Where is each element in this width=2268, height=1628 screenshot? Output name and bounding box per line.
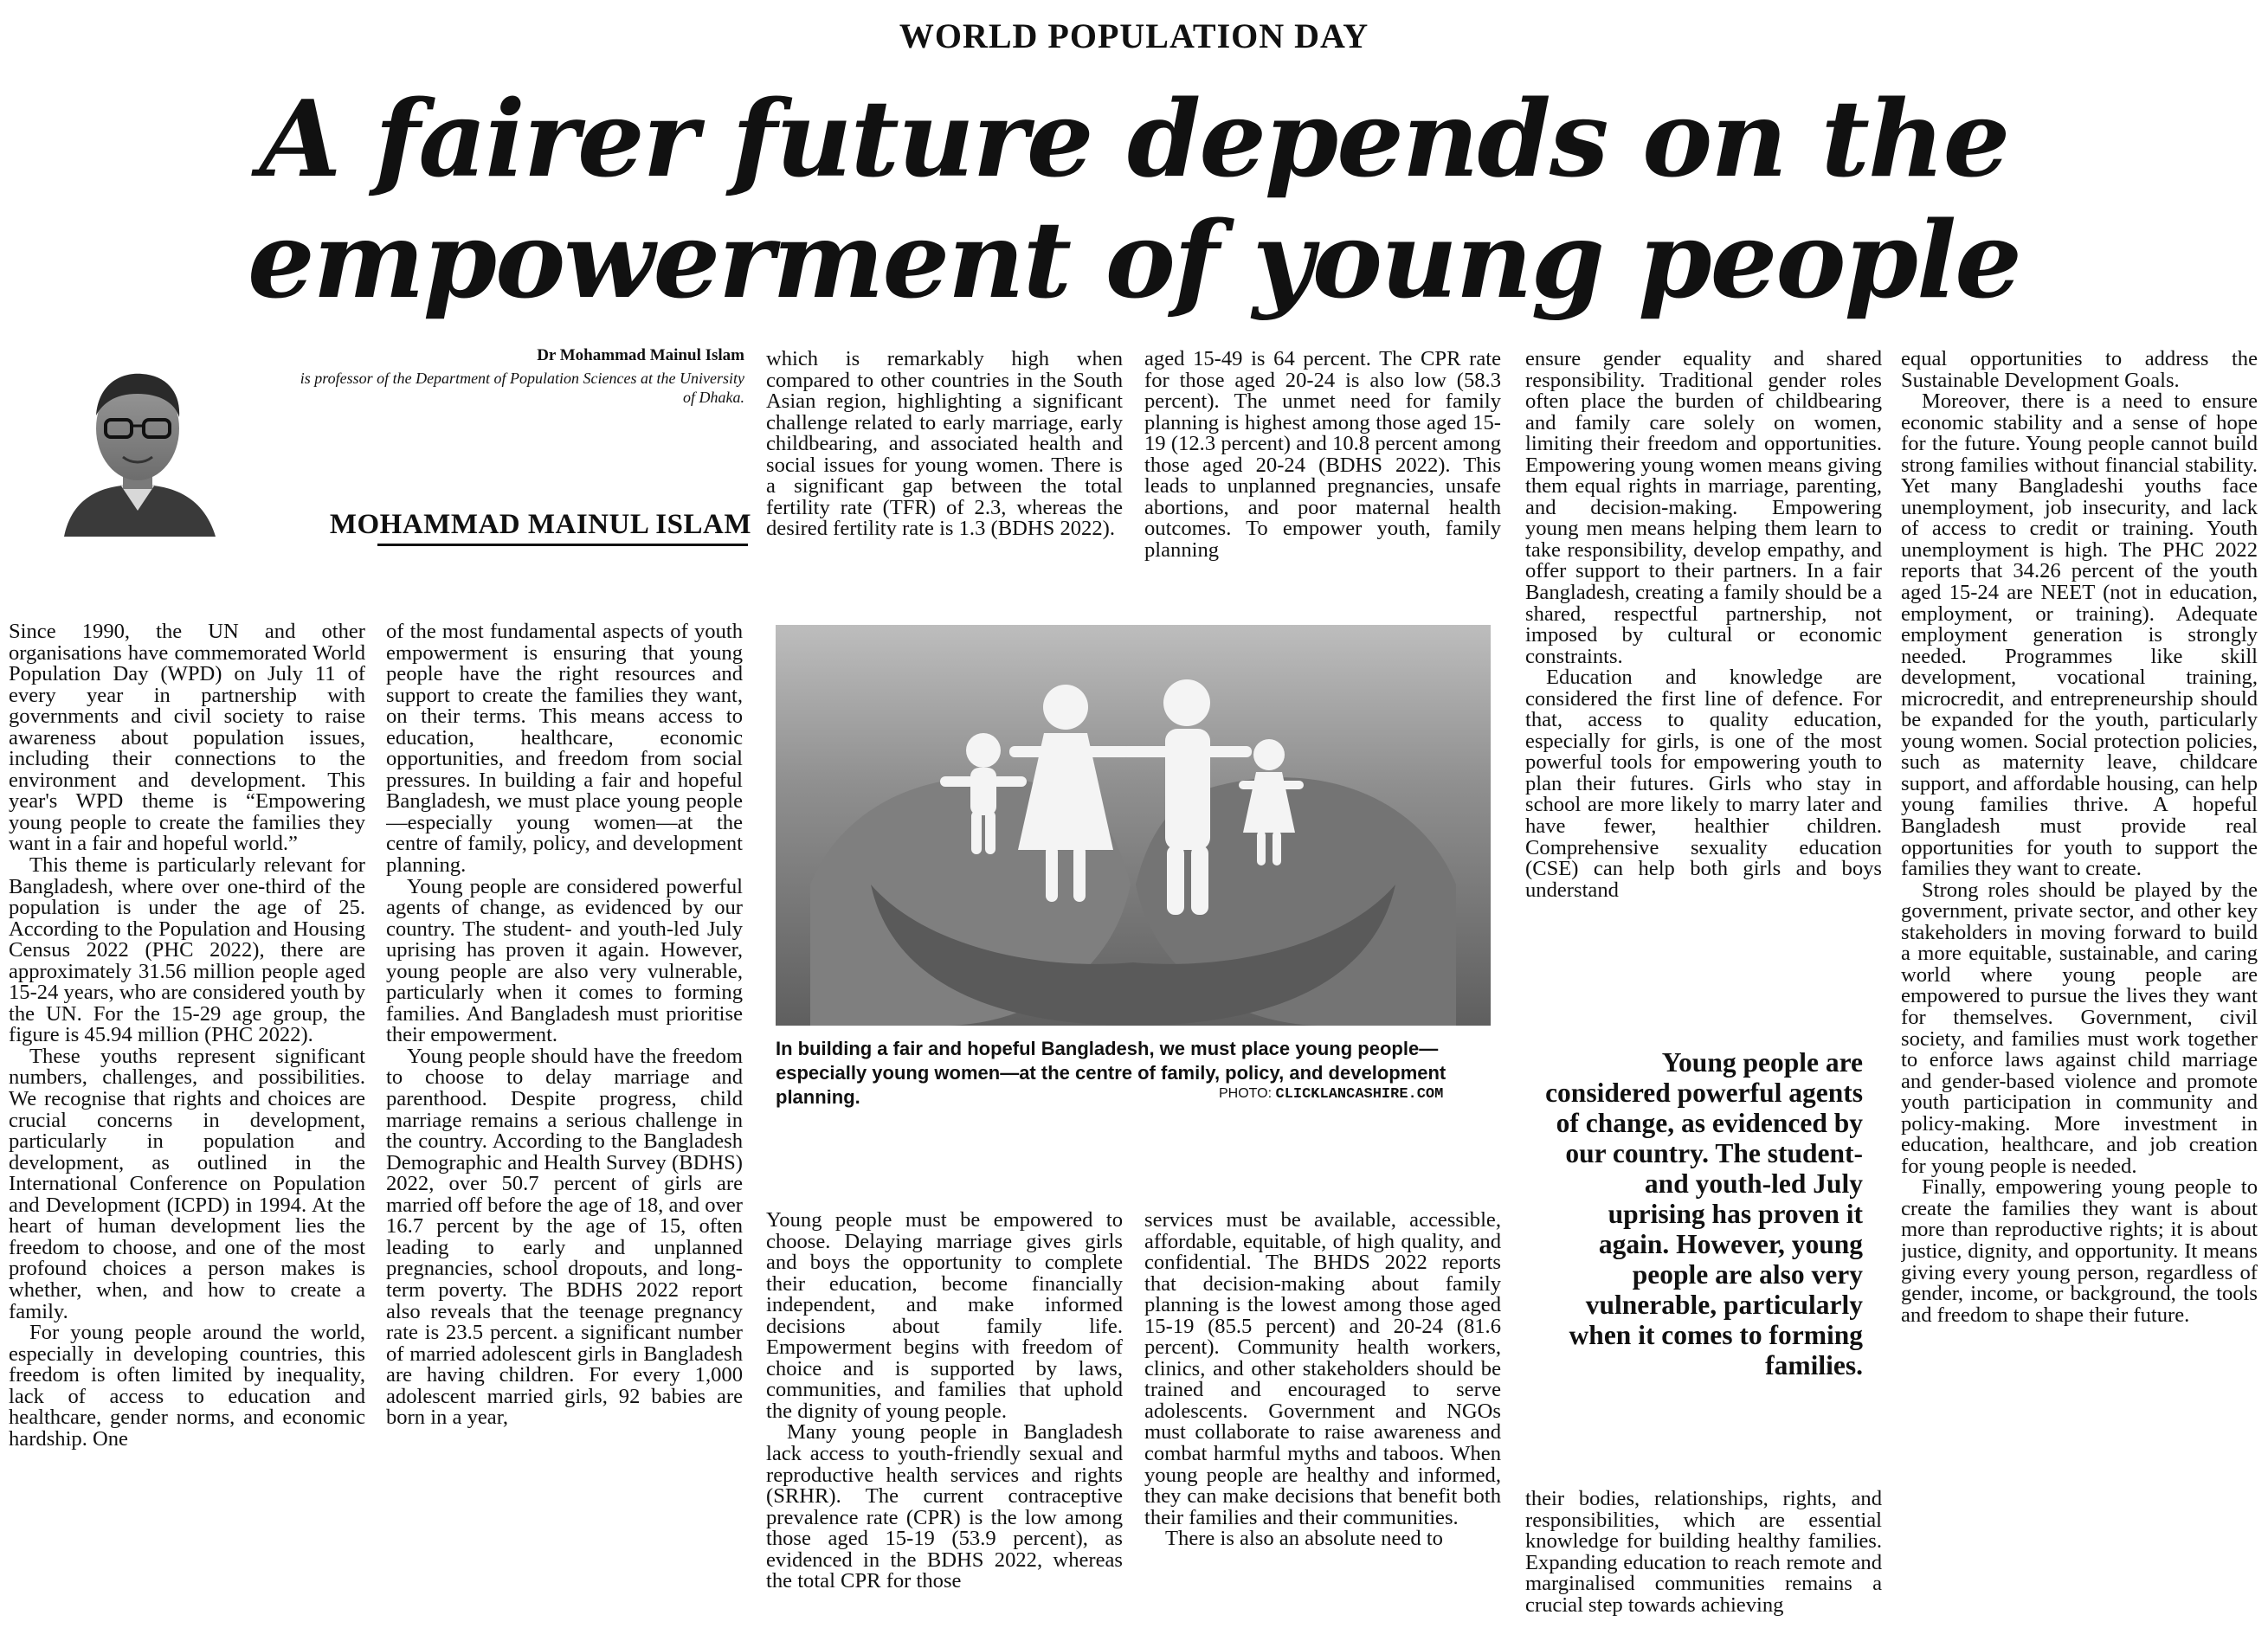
- paragraph: There is also an absolute need to: [1165, 1527, 1443, 1551]
- paragraph: For young people around the world, especially in developing countries, this freedom is often limited by inequality, lack of access to education and healthcare, gender norms, and economic hardship. One: [9, 1321, 365, 1451]
- headline-line-1: A fairer future depends on the: [259, 76, 2009, 201]
- byline: MOHAMMAD MAINUL ISLAM: [329, 509, 751, 540]
- paragraph: Moreover, there is a need to ensure economic stability and a sense of hope for the future. Young people cannot build strong families without financial stability. Yet many Bangladeshi youths face unemployment, job insecurity, and lack of access to credit or training. Youth unemployment is high. The PHC 2022 reports that 34.26 percent of the youth aged 15-24 are NEET (not in education, employment, or training). Adequate employment generation is strongly needed. Programmes like skill development, vocational training, microcredit, and entrepreneurship should be expanded for the youth, particularly young women. Social protection policies, such as maternity leave, childcare support, and affordable housing, can help young families thrive. A hopeful Bangladesh must provide real opportunities for youth to support the families they want to create.: [1901, 389, 2258, 881]
- paragraph: Since 1990, the UN and other organisations have commemorated World Population Day (WPD) on July 11 of every year in partnership with governments and civil society to raise awareness about population issues, including their connections to the environment and development. This year's WPD theme is “Empowering young people to create the families they want in a fair and hopeful world.”: [9, 621, 365, 856]
- column-2: [386, 621, 743, 1625]
- section-kicker: WORLD POPULATION DAY: [899, 16, 1369, 55]
- hands-family-photo: [776, 625, 1491, 1026]
- paragraph: Young people should have the freedom to choose to delay marriage and parenthood. Despite progress, child marriage remains a serious challenge in the country. According to the Bangladesh Demographic and Health Survey (BDHS) 2022, over 50.7 percent of girls are married off before the age of 18, and over 16.7 percent by the age of 15, often leading to early and unplanned pregnancies, school dropouts, and long-term poverty. The BDHS 2022 report also reveals that the teenage pregnancy rate is 23.5 percent. a significant number of married adolescent girls in Bangladesh are having children. For every 1,000 adolescent married girls, 92 babies are born in a year,: [386, 1044, 743, 1430]
- paragraph: Strong roles should be played by the government, private sector, and other key stakeholders in moving forward to build a more equitable, sustainable, and caring world where young people are empowered to pursue the lives they want for themselves. Government, civil society, and families must work together to enforce laws against child marriage and gender-based violence and promote youth participation in community and policy-making. More investment in education, healthcare, and job creation for young people is needed.: [1901, 878, 2258, 1178]
- column-4-bottom: [1144, 1210, 1501, 1625]
- column-3-bottom: [766, 1210, 1123, 1625]
- author-name: Dr Mohammad Mainul Islam: [537, 346, 744, 364]
- photo-credit: [1219, 1086, 1443, 1103]
- paragraph: which is remarkably high when compared to other countries in the South Asian region, highlighting a significant challenge related to early marriage, early childbearing, and associated health and social issues for young women. There is a significant gap between the total fertility rate (TFR) of 2.3, whereas the desired fertility rate is 1.3 (BDHS 2022).: [766, 349, 1123, 541]
- headline-line-2: empowerment of young people: [248, 197, 2020, 322]
- byline-rule: [377, 544, 748, 546]
- author-description: is professor of the Department of Population Sciences at the University of Dhaka.: [300, 370, 744, 406]
- paragraph: Education and knowledge are considered the first line of defence. For that, access to quality education, especially for girls, is one of the most powerful tools for empowering youth to plan their futures. Girls who stay in school are more likely to marry later and have fewer, healthier children. Comprehensive sexuality education (CSE) can help both girls and boys understand: [1525, 666, 1882, 902]
- paragraph: their bodies, relationships, rights, and responsibilities, which are essential knowledge for building healthy families. Expanding education to reach remote and marginalised communities remains a crucial step towards achieving: [1525, 1489, 1882, 1617]
- headline: [0, 78, 2268, 320]
- column-5-bottom: [1525, 1489, 1882, 1625]
- paragraph: equal opportunities to address the Sustainable Development Goals.: [1901, 349, 2258, 392]
- photo-credit-source: CLICKLANCASHIRE.COM: [1275, 1086, 1444, 1103]
- column-6: [1901, 349, 2258, 1625]
- paragraph: ensure gender equality and shared responsibility. Traditional gender roles often place the burden of childbearing and family care solely on women, limiting their freedom and opportunities. Empowering young women means giving them equal rights in marriage, parenting, and decision-making. Empowering young men means helping them learn to take responsibility, develop empathy, and offer support to their partners. In a fair Bangladesh, creating a family should be a shared, respectful partnership, not imposed by cultural or economic constraints.: [1525, 349, 1882, 668]
- paragraph: aged 15-49 is 64 percent. The CPR rate for those aged 20-24 is also low (58.3 percent). The unmet need for family planning is highest among those aged 15-19 (12.3 percent) and 10.8 percent among those aged 20-24 (BDHS 2022). This leads to unplanned pregnancies, unsafe abortions, and poor maternal health outcomes. To empower youth, family planning: [1144, 349, 1501, 562]
- paragraph: of the most fundamental aspects of youth empowerment is ensuring that young people have the right resources and support to create the families they want, on their terms. This means access to education, healthcare, economic opportunities, and freedom from social pressures. In building a fair and hopeful Bangladesh, we must place young people—especially young women—at the centre of family, policy, and development planning.: [386, 621, 743, 878]
- column-4-top: [1144, 349, 1501, 563]
- photo-credit-prefix: PHOTO:: [1219, 1086, 1273, 1101]
- paragraph: Young people must be empowered to choose. Delaying marriage gives girls and boys the opportunity to complete their education, become financially independent, and make informed decisions about family life. Empowerment begins with freedom of choice and is supported by laws, communities, and families that uphold the dignity of young people.: [766, 1210, 1123, 1423]
- photo-caption: In building a fair and hopeful Bangladesh, we must place young people—especially young women—at the centre of family, policy, and development planning.: [776, 1038, 1446, 1108]
- author-block: [12, 346, 757, 541]
- pull-quote: Young people are considered powerful agents of change, as evidenced by our country. The student- and youth-led July uprising has proven it again. However, young people are also very vulnerable, particularly when it comes to forming families.: [1545, 1047, 1863, 1380]
- paragraph: Finally, empowering young people to create the families they want is about more than reproductive rights; it is about justice, dignity, and opportunity. It means giving every young person, regardless of gender, income, or background, the tools and freedom to shape their future.: [1901, 1175, 2258, 1327]
- paragraph: Many young people in Bangladesh lack access to youth-friendly sexual and reproductive health services and rights (SRHR). The current contraceptive prevalence rate (CPR) is the low among those aged 15-19 (53.9 percent), as evidenced in the BDHS 2022, whereas the total CPR for those: [766, 1420, 1123, 1593]
- column-1: [9, 621, 365, 1625]
- paragraph: These youths represent significant numbers, challenges, and possibilities. We recognise that rights and choices are crucial concerns in development, particularly in population and development, as outlined in the International Conference on Population and Development (ICPD) in 1994. At the heart of human development lies the freedom to choose, and one of the most profound choices a person makes is whether, when, and how to create a family.: [9, 1044, 365, 1323]
- author-portrait: [47, 355, 229, 537]
- paragraph: This theme is particularly relevant for Bangladesh, where over one-third of the population is under the age of 25. According to the Population and Housing Census 2022 (PHC 2022), there are approximately 31.56 million people aged 15-24 years, who are considered youth by the UN. For the 15-29 age group, the figure is 45.94 million (PHC 2022).: [9, 853, 365, 1047]
- paragraph: services must be available, accessible, affordable, equitable, of high quality, and confidential. The BHDS 2022 reports that decision-making about family planning is the lowest among those aged 15-19 (85.5 percent) and 20-24 (81.6 percent). Community health workers, clinics, and other stakeholders should be trained and encouraged to serve adolescents. Government and NGOs must collaborate to raise awareness and combat harmful myths and taboos. When young people are healthy and informed, they can make decisions that benefit both their families and their communities.: [1144, 1210, 1501, 1529]
- column-5-top: [1525, 349, 1882, 968]
- paragraph: Young people are considered powerful agents of change, as evidenced by our country. The student- and youth-led July uprising has proven it again. However, young people are also very vulnerable, particularly when it comes to forming families. And Bangladesh must prioritise their empowerment.: [386, 874, 743, 1047]
- photo-illustration: [776, 625, 1491, 1026]
- column-3-top: [766, 349, 1123, 563]
